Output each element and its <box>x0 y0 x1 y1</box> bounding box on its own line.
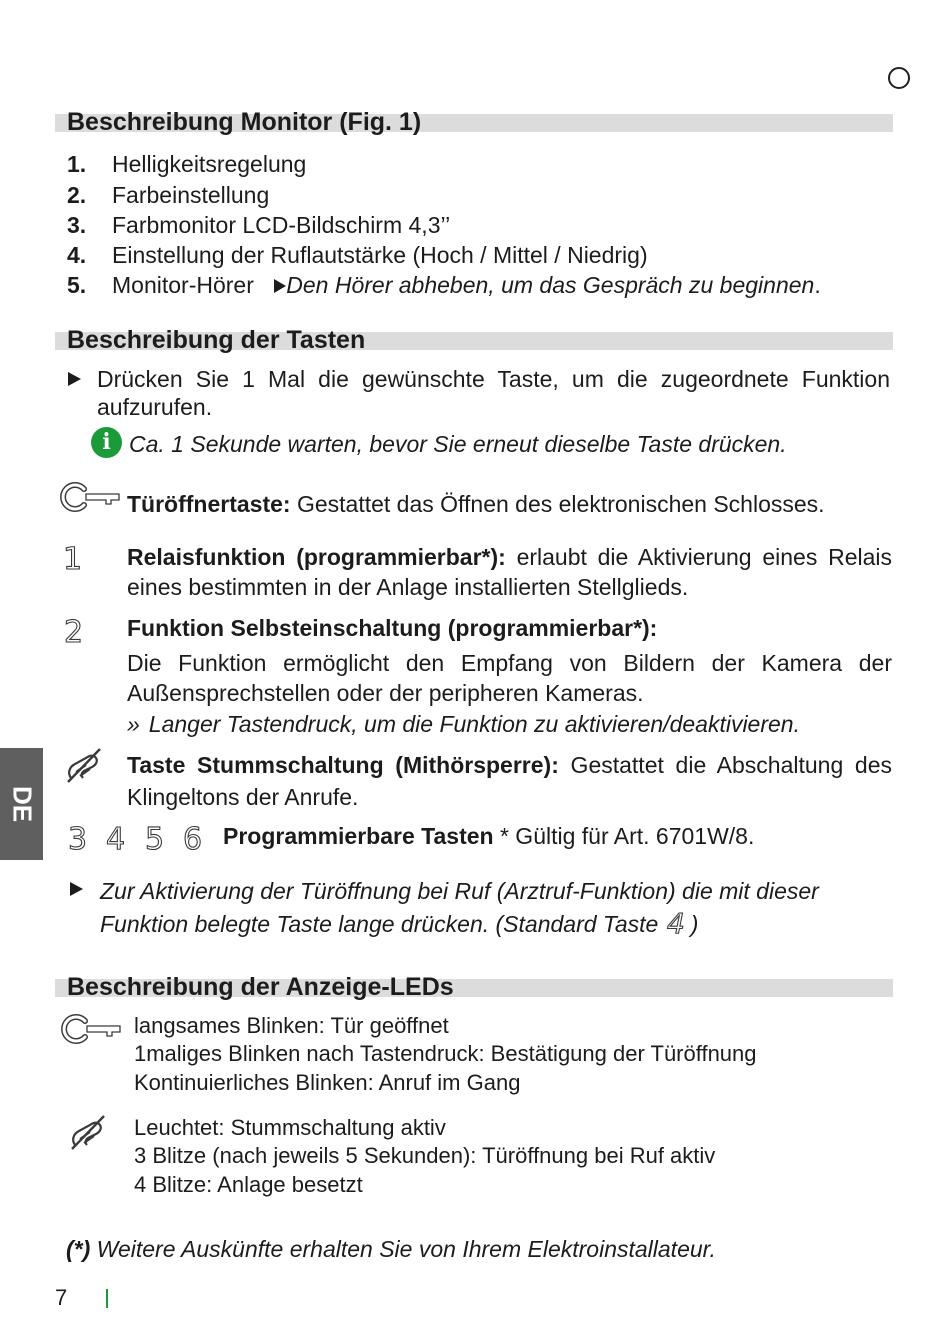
relay-desc <box>127 542 892 602</box>
mute-icon <box>64 746 104 784</box>
item-number: 1. <box>67 151 87 177</box>
selfstart-label: Funktion Selbsteinschaltung (programmierbar*): <box>127 615 658 641</box>
bullet-arrow-icon <box>70 882 83 896</box>
section-title-leds: Beschreibung der Anzeige-LEDs <box>67 973 454 1001</box>
selfstart-note-row <box>127 710 800 738</box>
footnote <box>66 1235 716 1263</box>
relay-text: erlaubt die Aktivierung eines Relais eines bestimmten in der Anlage installierten Stellglieds. <box>127 544 892 600</box>
door-button-label: Türöffnertaste: <box>127 491 291 517</box>
programmable-text: * Gültig für Art. 6701W/8. <box>493 823 755 849</box>
arrow-right-icon <box>274 279 286 293</box>
item-text-handset <box>112 271 821 299</box>
footnote-marker: (*) <box>66 1236 91 1262</box>
doctor-call-text: Zur Aktivierung der Türöffnung bei Ruf (Arztruf-Funktion) die mit dieser Funktion belegte Taste lange drücken. (Standard Taste <box>100 878 819 937</box>
digit-two-icon <box>62 611 90 649</box>
section-title-buttons: Beschreibung der Tasten <box>67 326 366 354</box>
programmable-label: Programmierbare Tasten <box>223 823 494 849</box>
item-text: Farbmonitor LCD-Bildschirm 4,3’’ <box>112 212 451 238</box>
mute-icon <box>68 1113 108 1151</box>
programmable-desc <box>223 822 754 850</box>
selfstart-note-marker: » <box>127 711 140 737</box>
digit-three-icon: 3 <box>68 822 88 857</box>
led-mute-line: 3 Blitze (nach jeweils 5 Sekunden): Türöffnung bei Ruf aktiv <box>134 1143 716 1168</box>
item-note: Den Hörer abheben, um das Gespräch zu beginnen <box>286 272 815 298</box>
item-number: 3. <box>67 212 87 238</box>
item-note-end: . <box>814 272 821 298</box>
selfstart-text: Die Funktion ermöglicht den Empfang von Bildern der Kamera der Außensprechstellen oder der peripheren Kameras. <box>127 650 892 706</box>
digit-four-icon: 4 <box>106 822 126 857</box>
digit-five-icon: 5 <box>145 822 165 857</box>
section-title-monitor: Beschreibung Monitor (Fig. 1) <box>67 108 422 136</box>
digit-one-glyph: 1 <box>63 542 83 576</box>
bullet-arrow-icon <box>68 372 81 386</box>
page-divider <box>106 1289 108 1308</box>
digit-four-glyph: 4 <box>666 908 685 938</box>
selfstart-note: Langer Tastendruck, um die Funktion zu aktivieren/deaktivieren. <box>148 711 800 737</box>
doctor-call-desc <box>100 875 895 941</box>
footnote-text: Weitere Auskünfte erhalten Sie von Ihrem Elektroinstallateur. <box>90 1236 716 1262</box>
mute-desc <box>127 749 892 813</box>
digit-six-icon: 6 <box>183 822 203 857</box>
led-door-line: 1maliges Blinken nach Tastendruck: Bestätigung der Türöffnung <box>134 1041 757 1066</box>
info-note: Ca. 1 Sekunde warten, bevor Sie erneut dieselbe Taste drücken. <box>129 431 787 457</box>
mute-label: Taste Stummschaltung (Mithörsperre): <box>127 752 559 778</box>
item-text: Monitor-Hörer <box>112 272 254 298</box>
digit-one-icon <box>60 538 88 576</box>
mute-text: Gestattet die Abschaltung des Klingeltons der Anrufe. <box>127 752 893 810</box>
language-tab-label: DE <box>7 785 37 823</box>
relay-label: Relaisfunktion (programmierbar*): <box>127 544 506 570</box>
led-door-line: Kontinuierliches Blinken: Anruf im Gang <box>134 1070 521 1095</box>
led-mute-line: Leuchtet: Stummschaltung aktiv <box>134 1115 446 1140</box>
digit-two-glyph: 2 <box>64 615 84 649</box>
item-text: Einstellung der Ruflautstärke (Hoch / Mittel / Niedrig) <box>112 242 648 268</box>
info-icon: i <box>91 427 122 458</box>
key-icon <box>57 480 121 514</box>
item-number: 2. <box>67 182 87 208</box>
doctor-call-end: ) <box>690 911 699 937</box>
item-text: Helligkeitsregelung <box>112 151 307 177</box>
key-icon <box>58 1012 122 1046</box>
item-text: Farbeinstellung <box>112 182 270 208</box>
language-tab <box>0 748 43 860</box>
door-button-desc <box>127 490 825 518</box>
corner-circle-mark <box>888 67 910 89</box>
programmable-digits-icons <box>66 817 216 857</box>
item-number: 4. <box>67 242 87 268</box>
page-number: 7 <box>55 1285 68 1310</box>
item-number: 5. <box>67 272 87 298</box>
digit-four-icon <box>665 908 691 938</box>
door-button-text: Gestattet das Öffnen des elektronischen Schlosses. <box>290 491 825 517</box>
led-mute-line: 4 Blitze: Anlage besetzt <box>134 1172 363 1197</box>
led-door-line: langsames Blinken: Tür geöffnet <box>134 1013 449 1038</box>
intro-paragraph: Drücken Sie 1 Mal die gewünschte Taste, um die zugeordnete Funktion aufzurufen. <box>97 366 890 420</box>
